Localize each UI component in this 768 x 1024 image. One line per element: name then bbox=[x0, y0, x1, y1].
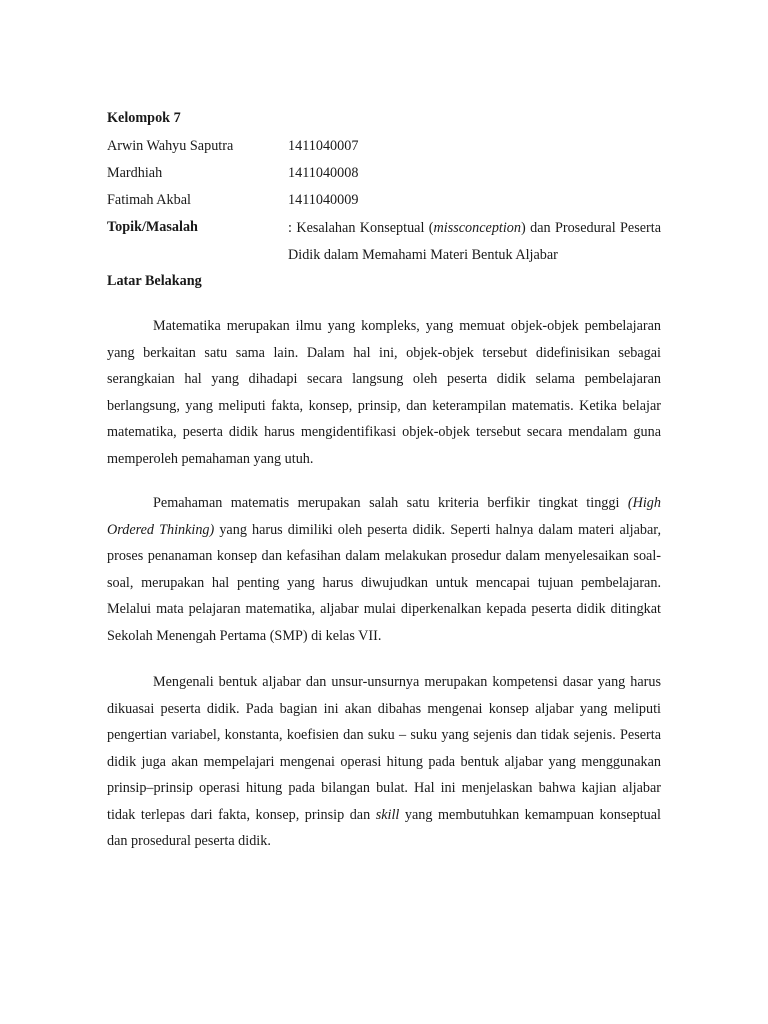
paragraph-text: Mengenali bentuk aljabar dan unsur-unsurnya merupakan kompetensi dasar yang harus dikuasai peserta didik. Pada bagian ini akan dibahas mengenai konsep aljabar yang meliputi pengertian variabel, konstanta, koefisien dan suku – suku yang sejenis dan tidak sejenis. Peserta didik juga akan mempelajari mengenai operasi hitung pada bentuk aljabar yang menggunakan prinsip–prinsip operasi hitung pada bilangan bulat. Hal ini menjelaskan bahwa kajian aljabar tidak terlepas dari fakta, konsep, prinsip dan bbox=[107, 674, 661, 823]
paragraph-3 bbox=[107, 669, 661, 855]
topik-text: : Kesalahan Konseptual ( bbox=[288, 220, 434, 236]
paragraph-2 bbox=[107, 490, 661, 649]
member-nim: 1411040008 bbox=[288, 165, 359, 181]
paragraph-text: yang harus dimiliki oleh peserta didik. Seperti halnya dalam materi aljabar, proses penanaman konsep dan kefasihan dalam melakukan prosedur dalam menyelesaikan soal-soal, merupakan hal penting yang harus diwujudkan untuk mencapai tujuan pembelajaran. Melalui mata pelajaran matematika, aljabar mulai diperkenalkan kepada peserta didik ditingkat Sekolah Menengah Pertama (SMP) di kelas VII. bbox=[107, 521, 662, 644]
paragraph-text: yang membutuhkan kemampuan konseptual dan prosedural peserta didik. bbox=[107, 806, 662, 849]
paragraph-italic-term: (High Ordered Thinking) bbox=[107, 495, 661, 538]
topik-value bbox=[288, 215, 661, 268]
paragraph-text: Matematika merupakan ilmu yang kompleks, yang memuat objek-objek pembelajaran yang berkaitan satu sama lain. Dalam hal ini, objek-objek tersebut didefinisikan sebagai serangkaian hal yang dihadapi secara langsung oleh peserta didik selama pembelajaran berlangsung, yang meliputi fakta, konsep, prinsip, dan keterampilan matematis. Ketika belajar matematika, peserta didik harus mengidentifikasi objek-objek tersebut secara mendalam guna memperoleh pemahaman yang utuh. bbox=[107, 318, 661, 467]
member-name: Fatimah Akbal bbox=[107, 192, 191, 208]
section-title: Latar Belakang bbox=[107, 273, 202, 289]
group-heading: Kelompok 7 bbox=[107, 110, 181, 126]
topik-label: Topik/Masalah bbox=[107, 219, 198, 235]
topik-text: ) dan Prosedural Peserta Didik dalam Memahami Materi Bentuk Aljabar bbox=[288, 220, 661, 263]
member-name: Arwin Wahyu Saputra bbox=[107, 138, 234, 154]
paragraph-1 bbox=[107, 313, 661, 472]
paragraph-italic-term: skill bbox=[375, 806, 400, 823]
paragraph-text: Pemahaman matematis merupakan salah satu kriteria berfikir tingkat tinggi bbox=[153, 495, 628, 511]
member-name: Mardhiah bbox=[107, 165, 163, 181]
topik-italic-term: missconception bbox=[433, 220, 521, 236]
member-nim: 1411040009 bbox=[288, 192, 359, 208]
member-nim: 1411040007 bbox=[288, 138, 359, 154]
